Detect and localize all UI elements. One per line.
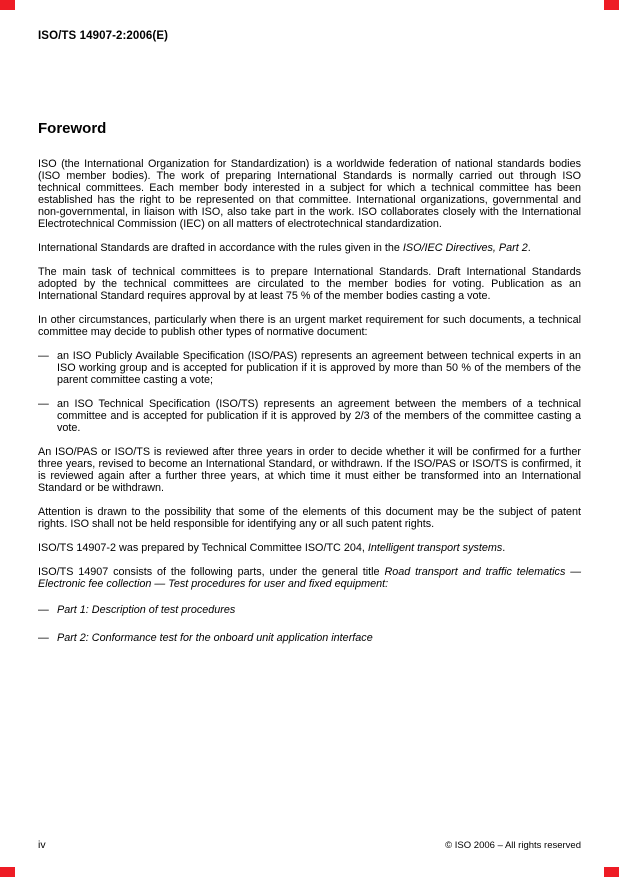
section-title-foreword: Foreword bbox=[38, 120, 107, 137]
copyright-notice: © ISO 2006 – All rights reserved bbox=[445, 840, 581, 851]
crop-mark-top-left-icon bbox=[0, 0, 15, 10]
paragraph-prepared-by bbox=[38, 542, 581, 554]
list-dash: — bbox=[38, 398, 49, 410]
crop-mark-bottom-left-icon bbox=[0, 867, 15, 877]
paragraph-series-title bbox=[38, 566, 581, 590]
list-item-text: an ISO Publicly Available Specification (ISO/PAS) represents an agreement between technical experts in an ISO working group and is accepted for publication if it is approved by more than 50 % of the members of the parent committee casting a vote; bbox=[57, 350, 581, 386]
series-general-title: Road transport and traffic telematics — Electronic fee collection — Test procedures for user and fixed equipment: bbox=[38, 566, 582, 590]
list-item-part-1 bbox=[38, 604, 581, 616]
paragraph-main-task: The main task of technical committees is to prepare International Standards. Draft International Standards adopted by the technical committees are circulated to the member bodies for voting. Publication as an International Standard requires approval by at least 75 % of the member bodies casting a vote. bbox=[38, 266, 581, 302]
parts-list bbox=[38, 604, 581, 644]
paragraph-series-title-pre: ISO/TS 14907 consists of the following parts, under the general title bbox=[38, 566, 385, 578]
page-footer bbox=[38, 839, 581, 851]
list-item-iso-pas bbox=[38, 350, 581, 386]
paragraph-patent-rights: Attention is drawn to the possibility that some of the elements of this document may be the subject of patent rights. ISO shall not be held responsible for identifying any or all such patent rights. bbox=[38, 506, 581, 530]
list-dash: — bbox=[38, 350, 49, 362]
paragraph-other-circumstances: In other circumstances, particularly when there is an urgent market requirement for such documents, a technical committee may decide to publish other types of normative document: bbox=[38, 314, 581, 338]
part-title: Part 2: Conformance test for the onboard unit application interface bbox=[57, 632, 373, 644]
page-content bbox=[38, 30, 581, 660]
paragraph-directives-pre: International Standards are drafted in accordance with the rules given in the bbox=[38, 242, 403, 254]
committee-title: Intelligent transport systems bbox=[367, 542, 503, 554]
list-dash: — bbox=[38, 604, 49, 616]
crop-mark-top-right-icon bbox=[604, 0, 619, 10]
list-item-iso-ts bbox=[38, 398, 581, 434]
crop-mark-bottom-right-icon bbox=[604, 867, 619, 877]
list-dash: — bbox=[38, 632, 49, 644]
paragraph-prepared-by-pre: ISO/TS 14907-2 was prepared by Technical Committee ISO/TC 204, bbox=[38, 542, 368, 554]
paragraph-directives-post: . bbox=[527, 242, 531, 254]
paragraph-prepared-by-post: . bbox=[502, 542, 506, 554]
list-item-text: an ISO Technical Specification (ISO/TS) represents an agreement between the members of a technical committee and is accepted for publication if it is approved by 2/3 of the members of the committee casting a vote. bbox=[57, 398, 581, 434]
paragraph-review-cycle: An ISO/PAS or ISO/TS is reviewed after three years in order to decide whether it will be confirmed for a further three years, revised to become an International Standard, or withdrawn. If the ISO/PAS or ISO/TS is confirmed, it is reviewed again after a further three years, at which time it must either be transformed into an International Standard or be withdrawn. bbox=[38, 446, 581, 494]
part-title: Part 1: Description of test procedures bbox=[57, 604, 236, 616]
list-item-part-2 bbox=[38, 632, 581, 644]
document-reference: ISO/TS 14907-2:2006(E) bbox=[38, 30, 169, 42]
paragraph-iso-federation: ISO (the International Organization for Standardization) is a worldwide federation of national standards bodies (ISO member bodies). The work of preparing International Standards is normally carried out through ISO technical committees. Each member body interested in a subject for which a technical committee has been established has the right to be represented on that committee. International organizations, governmental and non-governmental, in liaison with ISO, also take part in the work. ISO collaborates closely with the International Electrotechnical Commission (IEC) on all matters of electrotechnical standardization. bbox=[38, 158, 581, 230]
page-number: iv bbox=[38, 839, 46, 851]
paragraph-directives bbox=[38, 242, 581, 254]
paragraph-directives-title: ISO/IEC Directives, Part 2 bbox=[402, 242, 528, 254]
